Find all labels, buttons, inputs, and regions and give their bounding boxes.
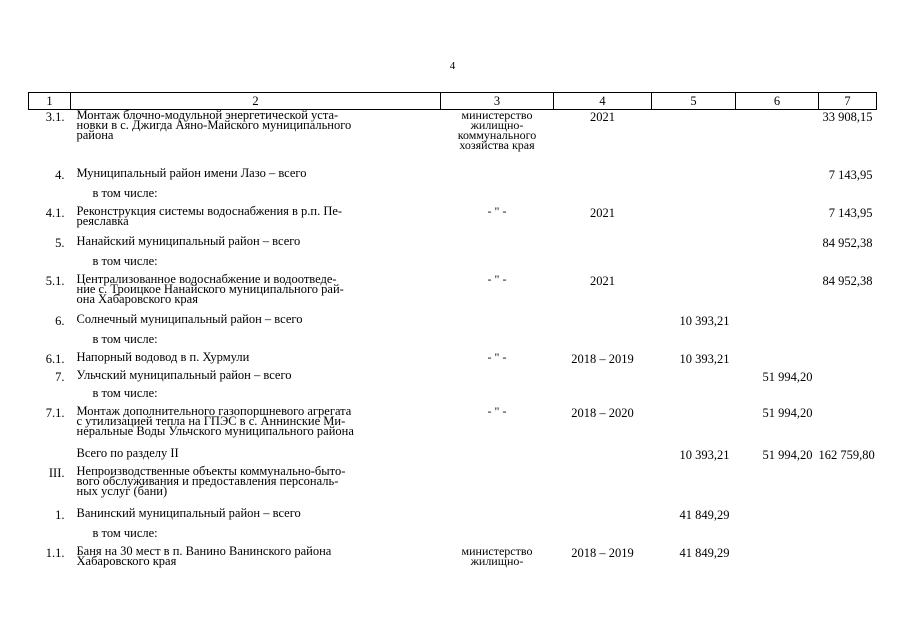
row-col5-value (652, 168, 736, 188)
row-years (554, 334, 652, 352)
row-col5-value (652, 406, 736, 448)
row-number: 6.1. (45, 351, 65, 366)
row-col7-value: 162 759,80 (818, 447, 875, 462)
table-header (29, 93, 877, 110)
row-name: в том числе: (92, 331, 158, 346)
row-years (554, 448, 652, 466)
row-number (29, 188, 71, 206)
row-col5-value (652, 256, 736, 274)
row-col7-value (819, 466, 877, 508)
row-col6-value (736, 508, 819, 528)
row-col7-value (819, 528, 877, 546)
row-col5-value: 10 393,21 (679, 351, 730, 366)
table-row (29, 406, 877, 448)
row-col5-value (652, 110, 736, 168)
table-row (29, 528, 877, 546)
row-col5-value (652, 370, 736, 388)
row-years (554, 314, 652, 334)
row-number: 5. (55, 235, 65, 250)
row-col6-value (736, 528, 819, 546)
row-col5-value (652, 236, 736, 256)
table-row (29, 448, 877, 466)
row-name: Монтаж блочно-модульной энергетической уста- новки в с. Джигда Аяно-Майского муниципального района (76, 108, 352, 142)
row-col6-value (736, 274, 819, 314)
row-number (29, 388, 71, 406)
row-col5-value (652, 388, 736, 406)
row-number (29, 528, 71, 546)
row-col6-value (736, 314, 819, 334)
row-name: в том числе: (92, 525, 158, 540)
row-col6-value (736, 236, 819, 256)
row-col6-value (736, 546, 819, 576)
row-col6-value (736, 466, 819, 508)
row-number: 1. (55, 507, 65, 522)
row-years (554, 466, 652, 508)
row-col6-value (736, 388, 819, 406)
row-years (554, 388, 652, 406)
row-years (554, 528, 652, 546)
header-col-7: 7 (819, 93, 877, 110)
row-name: в том числе: (92, 253, 158, 268)
row-number (29, 448, 71, 466)
row-number: 6. (55, 313, 65, 328)
row-responsible: министерство жилищно- (461, 543, 533, 568)
row-responsible (441, 388, 554, 406)
row-number: III. (48, 465, 65, 480)
row-number: 4. (55, 167, 65, 182)
row-col5-value: 10 393,21 (679, 447, 730, 462)
table-row (29, 314, 877, 334)
row-responsible (441, 236, 554, 256)
row-name: в том числе: (92, 385, 158, 400)
row-years: 2018 – 2019 (571, 351, 634, 366)
row-years: 2021 (590, 205, 615, 220)
row-years (554, 256, 652, 274)
row-col6-value: 51 994,20 (762, 447, 813, 462)
row-col7-value (819, 406, 877, 448)
row-col7-value: 84 952,38 (822, 273, 873, 288)
row-responsible (441, 168, 554, 188)
row-col6-value: 51 994,20 (762, 405, 813, 420)
table-row (29, 236, 877, 256)
row-responsible (441, 448, 554, 466)
row-name: в том числе: (92, 185, 158, 200)
row-years (554, 508, 652, 528)
row-col5-value (652, 528, 736, 546)
row-name: Реконструкция системы водоснабжения в р.п. Пе- реяславка (76, 203, 343, 228)
table-row (29, 110, 877, 168)
row-col6-value (736, 352, 819, 370)
row-col7-value (819, 370, 877, 388)
row-responsible: министерство жилищно- коммунального хозяйства края (457, 108, 537, 152)
row-years: 2021 (590, 273, 615, 288)
row-responsible (441, 508, 554, 528)
row-name: Непроизводственные объекты коммунально-быто- вого обслуживания и предоставления персональ- ных услуг (бани) (76, 463, 346, 498)
row-col5-value (652, 334, 736, 352)
row-col7-value (819, 314, 877, 334)
row-col5-value (652, 188, 736, 206)
row-name: Нанайский муниципальный район – всего (76, 233, 301, 248)
row-col6-value (736, 256, 819, 274)
table-row (29, 168, 877, 188)
header-col-6: 6 (736, 93, 819, 110)
row-col7-value: 7 143,95 (828, 167, 873, 182)
row-number: 7.1. (45, 405, 65, 420)
row-responsible: - " - (487, 203, 507, 218)
header-row (29, 93, 877, 110)
table-row (29, 388, 877, 406)
row-years (554, 370, 652, 388)
row-years (554, 168, 652, 188)
row-col6-value (736, 334, 819, 352)
row-responsible (441, 466, 554, 508)
page-number: 4 (449, 60, 456, 72)
table-row (29, 206, 877, 236)
row-col7-value (819, 508, 877, 528)
row-name: Монтаж дополнительного газопоршневого агрегата с утилизацией тепла на ГПЭС в с. Аннинские Ми- неральные Воды Ульчского муниципального района (76, 403, 354, 438)
row-col7-value: 84 952,38 (822, 235, 873, 250)
row-responsible (441, 528, 554, 546)
row-col7-value (819, 188, 877, 206)
row-number (29, 256, 71, 274)
row-col5-value: 41 849,29 (679, 507, 730, 522)
row-col7-value (819, 334, 877, 352)
row-years (554, 188, 652, 206)
table-row (29, 370, 877, 388)
row-name: Централизованное водоснабжение и водоотведе- ние с. Троицкое Нанайского муниципального рай- она Хабаровского края (76, 271, 344, 306)
row-responsible (441, 370, 554, 388)
row-number: 5.1. (45, 273, 65, 288)
row-number: 7. (55, 369, 65, 384)
row-col7-value: 33 908,15 (822, 110, 873, 124)
row-col6-value (736, 188, 819, 206)
table-row (29, 352, 877, 370)
row-years: 2018 – 2020 (571, 405, 634, 420)
table-row (29, 274, 877, 314)
row-responsible: - " - (487, 403, 507, 418)
row-col5-value (652, 206, 736, 236)
row-col6-value (736, 206, 819, 236)
row-responsible (441, 334, 554, 352)
row-name: Солнечный муниципальный район – всего (76, 311, 303, 326)
row-responsible (441, 256, 554, 274)
row-name: Баня на 30 мест в п. Ванино Ванинского района Хабаровского края (76, 543, 332, 568)
row-col5-value (652, 274, 736, 314)
header-col-4: 4 (554, 93, 652, 110)
row-responsible: - " - (487, 271, 507, 286)
row-number: 1.1. (45, 545, 65, 560)
row-col6-value (736, 168, 819, 188)
row-years (554, 236, 652, 256)
row-col5-value (652, 466, 736, 508)
row-col7-value (819, 546, 877, 576)
row-col5-value: 10 393,21 (679, 313, 730, 328)
row-number: 4.1. (45, 205, 65, 220)
row-col6-value: 51 994,20 (762, 369, 813, 384)
table-row (29, 256, 877, 274)
header-col-2: 2 (71, 93, 441, 110)
investment-table (28, 92, 877, 576)
row-number: 3.1. (45, 110, 65, 124)
header-col-5: 5 (652, 93, 736, 110)
row-responsible: - " - (487, 349, 507, 364)
row-col7-value (819, 388, 877, 406)
row-name: Всего по разделу II (76, 445, 179, 460)
row-years: 2018 – 2019 (571, 545, 634, 560)
row-col7-value (819, 352, 877, 370)
row-col5-value: 41 849,29 (679, 545, 730, 560)
row-years: 2021 (590, 110, 615, 124)
row-name: Муниципальный район имени Лазо – всего (76, 165, 307, 180)
row-col7-value (819, 256, 877, 274)
table-body (29, 110, 877, 576)
table-row (29, 546, 877, 576)
table-row (29, 334, 877, 352)
header-col-3: 3 (441, 93, 554, 110)
row-name: Ульчский муниципальный район – всего (76, 367, 292, 382)
table-row (29, 188, 877, 206)
row-responsible (441, 188, 554, 206)
table-row (29, 508, 877, 528)
header-col-1: 1 (29, 93, 71, 110)
row-number (29, 334, 71, 352)
row-col7-value: 7 143,95 (828, 205, 873, 220)
row-name: Напорный водовод в п. Хурмули (76, 349, 250, 364)
row-responsible (441, 314, 554, 334)
table-row (29, 466, 877, 508)
row-name: Ванинский муниципальный район – всего (76, 505, 301, 520)
row-col6-value (736, 110, 819, 168)
